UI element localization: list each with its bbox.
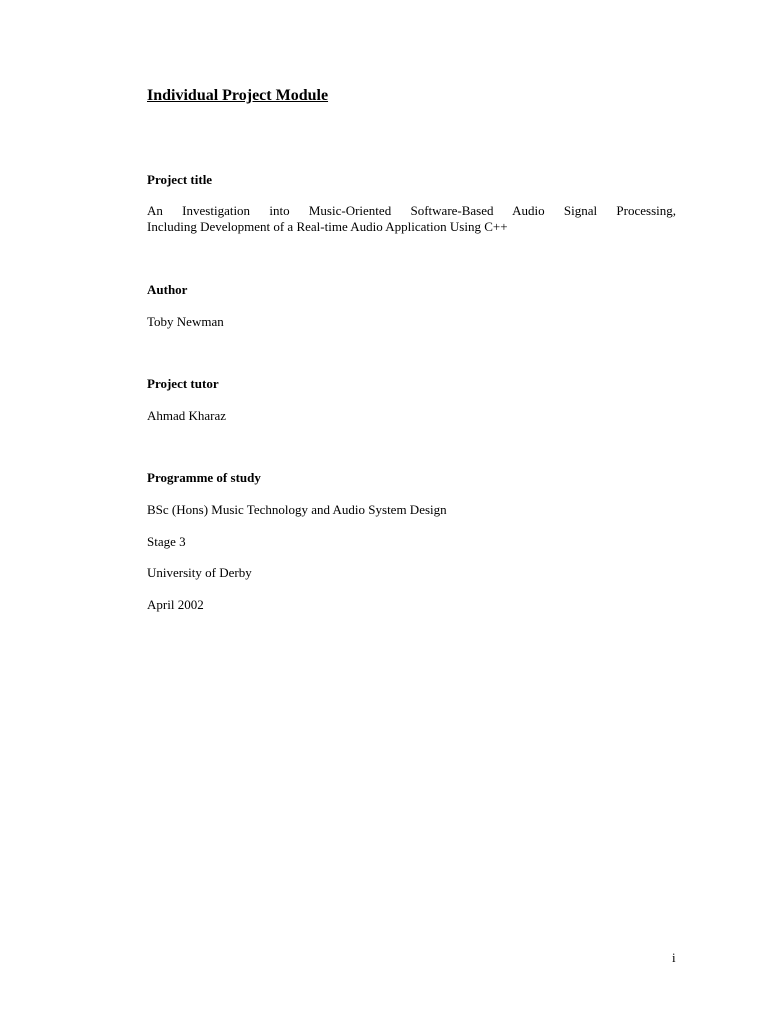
project-title-heading: Project title xyxy=(147,172,213,187)
project-title-line-2: Including Development of a Real-time Audio Application Using C++ xyxy=(147,219,508,234)
project-tutor-name: Ahmad Kharaz xyxy=(147,408,227,423)
project-tutor-heading: Project tutor xyxy=(147,376,219,391)
programme-stage: Stage 3 xyxy=(147,534,186,549)
programme-name: BSc (Hons) Music Technology and Audio System Design xyxy=(147,502,447,517)
university-name: University of Derby xyxy=(147,565,252,580)
submission-date: April 2002 xyxy=(147,597,204,612)
programme-of-study-heading: Programme of study xyxy=(147,470,261,485)
module-title: Individual Project Module xyxy=(147,87,329,104)
project-title-line-1: An Investigation into Music-Oriented Software-Based Audio Signal Processing, xyxy=(147,203,676,218)
page-number: i xyxy=(672,950,676,965)
author-heading: Author xyxy=(147,282,188,297)
author-name: Toby Newman xyxy=(147,314,224,329)
